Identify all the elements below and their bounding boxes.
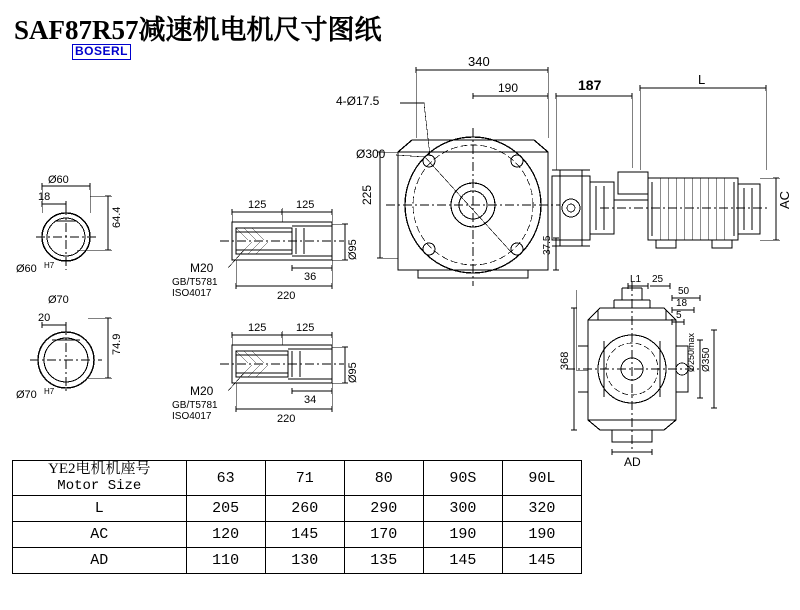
cell-AD-71: 130 xyxy=(265,548,344,574)
dim-20: 20 xyxy=(38,312,51,324)
cell-AC-90S: 190 xyxy=(423,522,502,548)
dim-d350: Ø350 xyxy=(701,347,712,372)
label-iso-b: ISO4017 xyxy=(172,411,212,422)
dim-AC: AC xyxy=(777,190,792,209)
dim-368: 368 xyxy=(559,351,571,370)
col-header-4: 90L xyxy=(502,461,581,496)
motor-size-table xyxy=(12,460,582,574)
cell-AC-71: 145 xyxy=(265,522,344,548)
dim-d95-a: Ø95 xyxy=(347,239,359,260)
row-label-L: L xyxy=(13,496,187,522)
label-iso-a: ISO4017 xyxy=(172,288,212,299)
dim-d95-b: Ø95 xyxy=(347,362,359,383)
table-row-header xyxy=(13,461,187,496)
dim-d70-h7: Ø70 xyxy=(16,389,37,401)
dim-d60-h7: Ø60 xyxy=(16,263,37,275)
row-label-AC: AC xyxy=(13,522,187,548)
cell-L-63: 205 xyxy=(186,496,265,522)
cell-AC-90L: 190 xyxy=(502,522,581,548)
dim-34: 34 xyxy=(304,394,317,406)
table-row xyxy=(13,548,582,574)
dim-d250: Ø250max xyxy=(686,332,696,372)
dim-d300: Ø300 xyxy=(356,147,386,161)
label-gb-b: GB/T5781 xyxy=(172,400,218,411)
dim-L: L xyxy=(698,72,706,87)
col-header-2: 80 xyxy=(344,461,423,496)
dim-25: 25 xyxy=(652,274,664,285)
dim-37-5: 37.5 xyxy=(542,235,553,255)
label-m20-b: M20 xyxy=(190,384,214,398)
dim-50: 50 xyxy=(678,286,690,297)
cell-L-80: 290 xyxy=(344,496,423,522)
dim-64-4: 64.4 xyxy=(111,206,123,228)
cell-L-90L: 320 xyxy=(502,496,581,522)
cell-AD-63: 110 xyxy=(186,548,265,574)
cell-AD-80: 135 xyxy=(344,548,423,574)
row-label-AD: AD xyxy=(13,548,187,574)
col-header-0: 63 xyxy=(186,461,265,496)
brand-logo: BOSERL xyxy=(72,44,131,60)
dim-AD: AD xyxy=(624,455,641,469)
dim-18-b: 18 xyxy=(676,298,688,309)
dim-18: 18 xyxy=(38,191,51,203)
col-header-1: 71 xyxy=(265,461,344,496)
cell-AD-90L: 145 xyxy=(502,548,581,574)
dim-220-b: 220 xyxy=(277,413,296,425)
page-title: SAF87R57减速机电机尺寸图纸 xyxy=(14,15,382,45)
dim-d70-h7-sup: H7 xyxy=(44,387,55,396)
dim-d60: Ø60 xyxy=(48,174,69,186)
dim-225: 225 xyxy=(360,184,374,205)
dim-125-d: 125 xyxy=(296,322,315,334)
cell-AC-63: 120 xyxy=(186,522,265,548)
cell-AC-80: 170 xyxy=(344,522,423,548)
dim-d70: Ø70 xyxy=(48,294,69,306)
dim-125-c: 125 xyxy=(248,322,267,334)
col-header-3: 90S xyxy=(423,461,502,496)
dim-340: 340 xyxy=(468,54,490,69)
header-line-cn: YE2电机机座号 xyxy=(48,461,151,477)
dim-190: 190 xyxy=(498,81,519,95)
dim-L1: L1 xyxy=(630,274,642,285)
dim-4-holes: 4-Ø17.5 xyxy=(336,94,380,108)
header-line-en: Motor Size xyxy=(57,478,142,494)
dim-5: 5 xyxy=(676,310,682,321)
table-row xyxy=(13,522,582,548)
dim-187: 187 xyxy=(578,77,602,93)
cell-L-90S: 300 xyxy=(423,496,502,522)
dim-220-a: 220 xyxy=(277,290,296,302)
dim-74-9: 74.9 xyxy=(111,333,123,355)
label-gb-a: GB/T5781 xyxy=(172,277,218,288)
dim-125-b: 125 xyxy=(296,199,315,211)
dim-36: 36 xyxy=(304,271,317,283)
table-header-row xyxy=(13,461,582,496)
label-m20-a: M20 xyxy=(190,261,214,275)
table-row xyxy=(13,496,582,522)
dim-125-a: 125 xyxy=(248,199,267,211)
dim-d60-h7-sup: H7 xyxy=(44,261,55,270)
cell-L-71: 260 xyxy=(265,496,344,522)
cell-AD-90S: 145 xyxy=(423,548,502,574)
